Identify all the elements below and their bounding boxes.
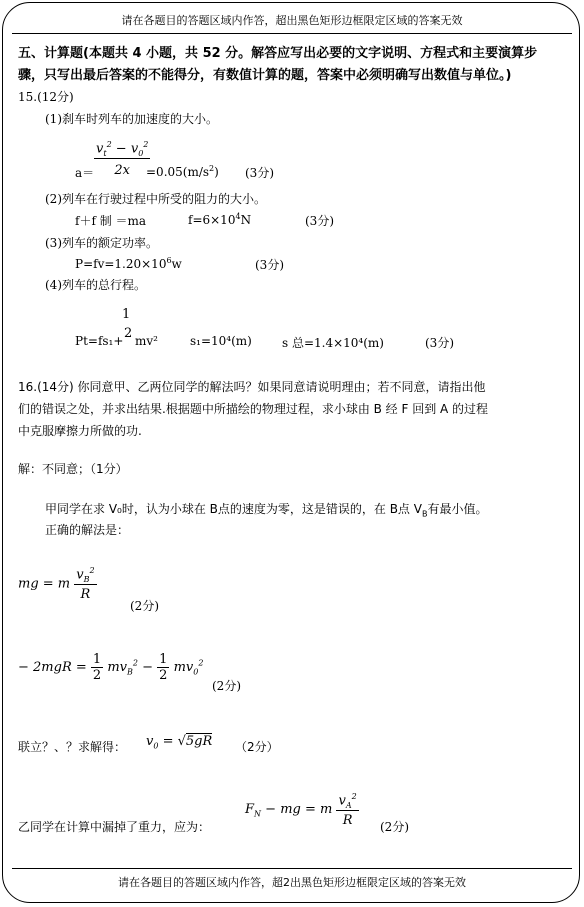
q15-p1-denominator: 2x — [114, 162, 130, 178]
q15-p4-eq-d: s 总=1.4×10⁴(m) — [282, 336, 384, 350]
q15-p4-score: (3分) — [425, 336, 454, 350]
q16-line1: 16.(14分) 你同意甲、乙两位同学的解法吗？如果同意请说明理由；若不同意，请指出他 — [18, 380, 486, 394]
q16-yi-line: 乙同学在计算中漏掉了重力，应为： — [18, 820, 211, 834]
q15-p1-numerator: $v_t^2 - v_0^2$ — [96, 140, 149, 158]
q15-p4-half: 1 — [122, 307, 131, 322]
header-note: 请在各题目的答题区域内作答，超出黑色矩形边框限定区域的答案无效 — [121, 14, 463, 27]
q15-p1-lhs: a＝ — [75, 166, 95, 180]
q15-p2-eq1: f＋f 制 ＝ma — [75, 214, 147, 228]
q15-p3-score: (3分) — [255, 258, 284, 272]
q16-eq4-score: (2分) — [380, 820, 409, 834]
section-title-line2: 骤，只写出最后答案的不能得分，有数值计算的题，答案中必须明确写出数值与单位。) — [18, 68, 512, 83]
q16-eq3-score: （2分） — [235, 740, 279, 754]
section-title-line1: 五、计算题(本题共 4 小题，共 52 分。解答应写出必要的文字说明、方程式和主要演算步 — [18, 46, 538, 61]
q15-part1: (1)刹车时列车的加速度的大小。 — [45, 112, 218, 126]
answer-frame — [2, 2, 580, 903]
q16-line3: 中克服摩擦力所做的功. — [18, 424, 142, 438]
q16-answer: 解：不同意；（1分） — [18, 462, 128, 476]
footer-note: 请在各题目的答题区域内作答，超2出黑色矩形边框限定区域的答案无效 — [118, 876, 466, 889]
q15-p4-eq-b: mv² — [135, 334, 158, 348]
q15-p4-eq-a: Pt=fs₁+ — [75, 334, 124, 348]
q16-eq1-score: (2分) — [130, 599, 159, 613]
q15-p1-result: $=0.05(m/s^2)$ — [146, 164, 219, 179]
q15-p1-fraction — [94, 140, 150, 178]
q16-eq2-score: (2分) — [212, 679, 241, 693]
q15-header: 15.(12分) — [18, 90, 74, 104]
header-divider — [12, 33, 572, 34]
q16-eq1: mg = m $\frac{v_B^2}{R}$ — [18, 566, 95, 602]
q15-part2: (2)列车在行驶过程中所受的阻力的大小。 — [45, 192, 266, 206]
q16-jia-line: 甲同学在求 V₀时，认为小球在 B点的速度为零，这是错误的，在 B点 $V_B$有最小值。 — [45, 502, 488, 519]
q15-p4-eq-c: s₁=10⁴(m) — [190, 334, 252, 348]
q15-part3: (3)列车的额定功率。 — [45, 236, 158, 250]
q16-eq3: $v_0 = √5gR$ — [146, 734, 213, 751]
q15-part4: (4)列车的总行程。 — [45, 278, 146, 292]
footer-divider — [12, 868, 572, 869]
q15-p3-eq: $P=fv=1.20\times 10^6w$ — [75, 256, 182, 271]
q15-p2-score: (3分) — [305, 214, 334, 228]
q16-eq2: − 2mgR = $\frac{1}{2}$ $mv_B^2$ − $\frac{1}{2}$ $mv_0^2$ — [18, 652, 204, 683]
q15-p2-eq2: $f=6\times 10^4N$ — [188, 212, 252, 227]
q16-correct: 正确的解法是： — [45, 523, 130, 537]
q16-line2: 们的错误之处，并求出结果.根据题中所描绘的物理过程，求小球由 B 经 F 回到 A 的过程 — [18, 402, 489, 416]
q15-p1-score: (3分) — [245, 166, 274, 180]
q15-p4-half-den: 2 — [124, 326, 133, 341]
q16-lianli: 联立？、？求解得： — [18, 740, 127, 754]
q16-eq4: $F_N$ − mg = m $\frac{v_A^2}{R}$ — [245, 792, 357, 828]
